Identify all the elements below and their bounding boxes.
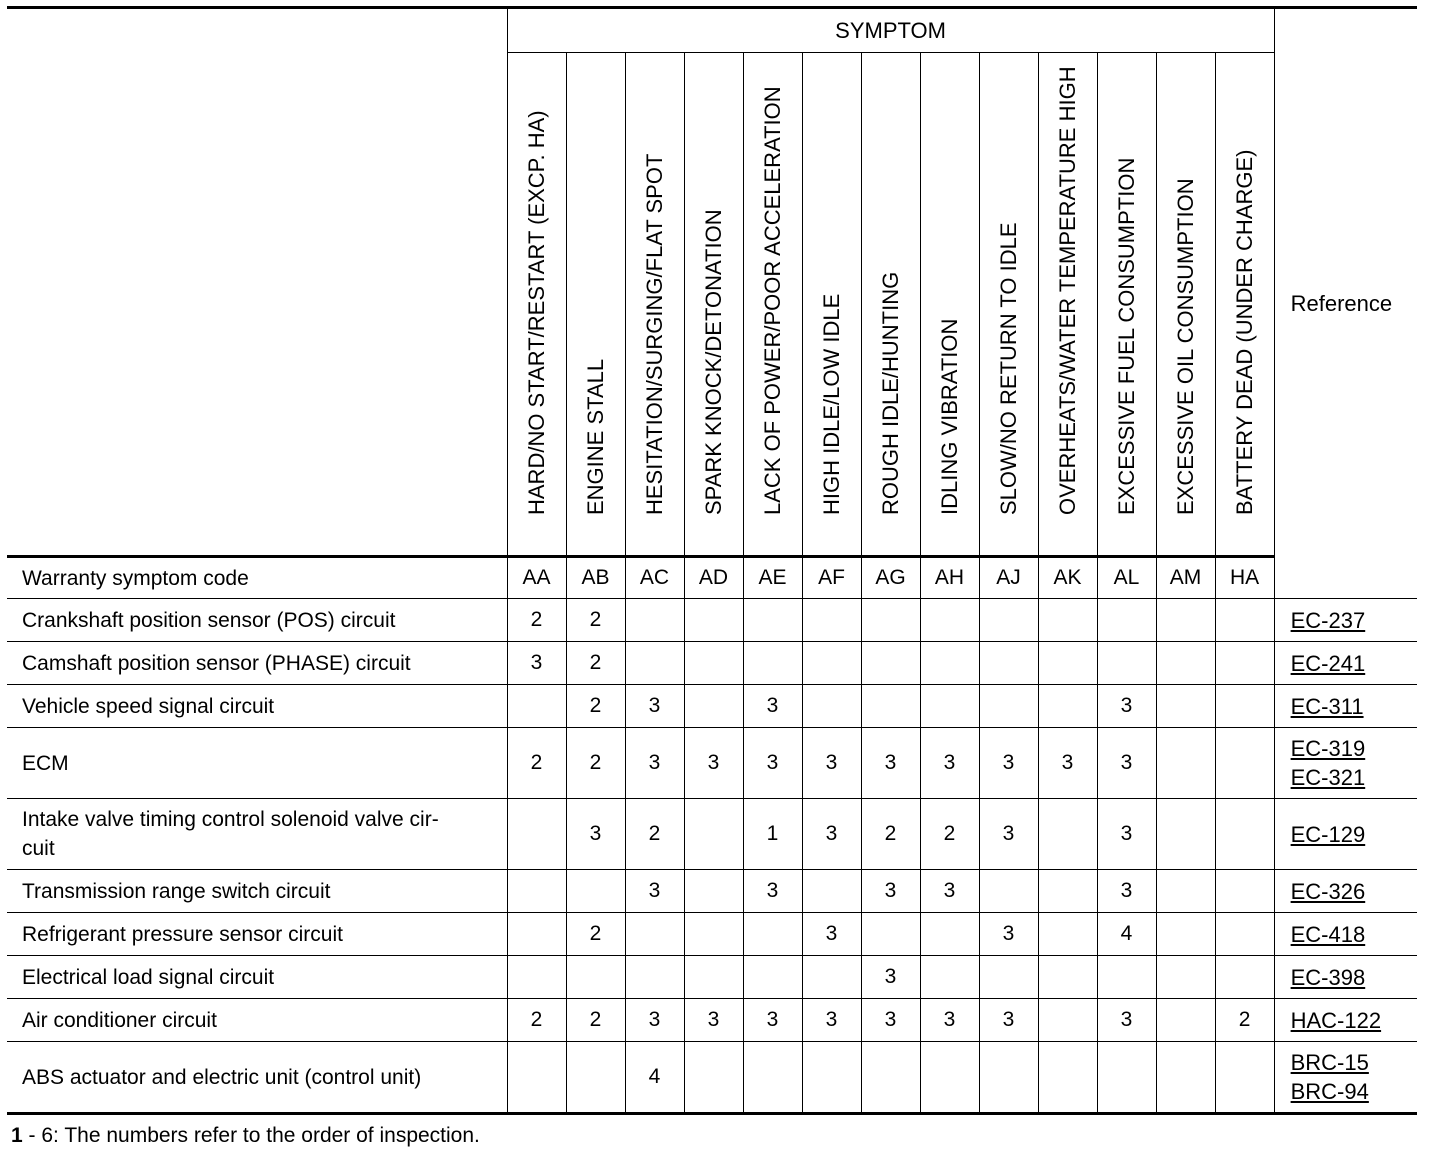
- footnote-bold: 1: [11, 1124, 23, 1147]
- component-label-line: Electrical load signal circuit: [22, 965, 275, 989]
- reference-link[interactable]: HAC-122: [1290, 1007, 1382, 1033]
- component-label-line: cuit: [22, 837, 55, 860]
- inspection-order-cell: [802, 870, 861, 913]
- reference-link[interactable]: BRC-94: [1290, 1079, 1369, 1104]
- inspection-order-cell: [1156, 642, 1215, 685]
- inspection-order-cell: [684, 870, 743, 913]
- table-row: [7, 599, 1417, 642]
- inspection-order-cell: 2: [920, 799, 979, 870]
- symptom-column-header: [1038, 53, 1097, 557]
- component-label: [7, 1042, 507, 1114]
- component-label: [7, 728, 507, 799]
- inspection-order-cell: 2: [566, 913, 625, 956]
- inspection-order-cell: [743, 1042, 802, 1114]
- inspection-order-cell: [1156, 870, 1215, 913]
- symptom-column-header: [566, 53, 625, 557]
- inspection-order-cell: [743, 913, 802, 956]
- component-label-line: Transmission range switch circuit: [22, 879, 331, 903]
- table-row: [7, 799, 1417, 870]
- inspection-order-cell: [1097, 599, 1156, 642]
- inspection-order-cell: [979, 870, 1038, 913]
- reference-cell: [1274, 913, 1417, 956]
- inspection-order-cell: [1038, 870, 1097, 913]
- symptom-column-header: [684, 53, 743, 557]
- inspection-order-cell: 2: [507, 999, 566, 1042]
- reference-link[interactable]: EC-418: [1290, 921, 1366, 947]
- symptom-column-label: HARD/NO START/RESTART (EXCP. HA): [523, 110, 549, 515]
- inspection-order-cell: [979, 642, 1038, 685]
- table-row: [7, 728, 1417, 799]
- inspection-order-cell: 2: [566, 728, 625, 799]
- inspection-order-cell: 2: [1215, 999, 1274, 1042]
- component-label: [7, 956, 507, 999]
- inspection-order-cell: [684, 956, 743, 999]
- inspection-order-cell: 3: [979, 913, 1038, 956]
- symptom-column-header: [979, 53, 1038, 557]
- inspection-order-cell: [743, 956, 802, 999]
- inspection-order-cell: [684, 913, 743, 956]
- symptom-column-header: [507, 53, 566, 557]
- inspection-order-cell: [684, 642, 743, 685]
- table-row: [7, 999, 1417, 1042]
- inspection-order-cell: [1215, 870, 1274, 913]
- inspection-order-cell: 3: [802, 728, 861, 799]
- footnote: [11, 1124, 480, 1148]
- symptom-table: [7, 6, 1417, 1115]
- inspection-order-cell: [1156, 685, 1215, 728]
- component-label-line: Air conditioner circuit: [22, 1008, 217, 1032]
- inspection-order-cell: [861, 913, 920, 956]
- component-label: [7, 799, 507, 870]
- inspection-order-cell: [507, 870, 566, 913]
- inspection-order-cell: [861, 642, 920, 685]
- inspection-order-cell: 3: [1097, 799, 1156, 870]
- inspection-order-cell: [1215, 685, 1274, 728]
- symptom-column-header: [861, 53, 920, 557]
- symptom-column-label: IDLING VIBRATION: [936, 318, 962, 515]
- inspection-order-cell: [1097, 642, 1156, 685]
- symptom-column-label: SLOW/NO RETURN TO IDLE: [995, 222, 1021, 515]
- component-label: [7, 870, 507, 913]
- inspection-order-cell: 3: [625, 870, 684, 913]
- inspection-order-cell: 3: [507, 642, 566, 685]
- warranty-code: AJ: [979, 557, 1038, 599]
- component-label: [7, 685, 507, 728]
- inspection-order-cell: [684, 599, 743, 642]
- symptom-column-label: BATTERY DEAD (UNDER CHARGE): [1231, 149, 1257, 515]
- inspection-order-cell: 3: [979, 728, 1038, 799]
- reference-cell: [1274, 799, 1417, 870]
- inspection-order-cell: [920, 599, 979, 642]
- inspection-order-cell: 3: [979, 999, 1038, 1042]
- inspection-order-cell: [802, 599, 861, 642]
- inspection-order-cell: [625, 913, 684, 956]
- inspection-order-cell: 3: [861, 870, 920, 913]
- inspection-order-cell: [625, 956, 684, 999]
- table-row: [7, 685, 1417, 728]
- inspection-order-cell: [802, 1042, 861, 1114]
- inspection-order-cell: 3: [861, 956, 920, 999]
- symptom-column-label: SPARK KNOCK/DETONATION: [700, 209, 726, 515]
- inspection-order-cell: [920, 685, 979, 728]
- inspection-order-cell: [1156, 599, 1215, 642]
- inspection-order-cell: 3: [1097, 685, 1156, 728]
- inspection-order-cell: [1215, 799, 1274, 870]
- symptom-column-label: LACK OF POWER/POOR ACCELERATION: [759, 86, 785, 515]
- component-label-line: ECM: [22, 751, 69, 775]
- table-row: [7, 956, 1417, 999]
- component-label: [7, 913, 507, 956]
- inspection-order-cell: [1038, 799, 1097, 870]
- inspection-order-cell: [1156, 913, 1215, 956]
- inspection-order-cell: 2: [507, 599, 566, 642]
- inspection-order-cell: [1156, 1042, 1215, 1114]
- inspection-order-cell: 2: [566, 599, 625, 642]
- inspection-order-cell: [1156, 799, 1215, 870]
- symptom-column-label: ENGINE STALL: [582, 358, 608, 515]
- inspection-order-cell: [920, 642, 979, 685]
- inspection-order-cell: 3: [979, 799, 1038, 870]
- reference-header: Reference: [1274, 8, 1417, 599]
- inspection-order-cell: 2: [625, 799, 684, 870]
- symptom-column-label: ROUGH IDLE/HUNTING: [877, 271, 903, 515]
- inspection-order-cell: [566, 1042, 625, 1114]
- component-label-line: Vehicle speed signal circuit: [22, 694, 275, 718]
- warranty-code: AK: [1038, 557, 1097, 599]
- table-row: [7, 1042, 1417, 1114]
- inspection-order-cell: [1038, 913, 1097, 956]
- inspection-order-cell: 3: [861, 999, 920, 1042]
- component-label: [7, 999, 507, 1042]
- inspection-order-cell: 3: [1038, 728, 1097, 799]
- footnote-text: - 6: The numbers refer to the order of inspection.: [22, 1124, 480, 1147]
- inspection-order-cell: [802, 685, 861, 728]
- inspection-order-cell: 3: [743, 685, 802, 728]
- symptom-column-label: OVERHEATS/WATER TEMPERATURE HIGH: [1054, 66, 1080, 515]
- symptom-column-header: [1097, 53, 1156, 557]
- symptom-header: SYMPTOM: [507, 8, 1274, 53]
- inspection-order-cell: [1038, 685, 1097, 728]
- inspection-order-cell: 3: [802, 913, 861, 956]
- table-row: [7, 913, 1417, 956]
- inspection-order-cell: [507, 1042, 566, 1114]
- reference-link[interactable]: EC-319: [1290, 736, 1366, 761]
- warranty-code: AG: [861, 557, 920, 599]
- inspection-order-cell: [566, 956, 625, 999]
- warranty-code: AD: [684, 557, 743, 599]
- inspection-order-cell: 3: [684, 728, 743, 799]
- inspection-order-cell: 3: [743, 728, 802, 799]
- warranty-code: HA: [1215, 557, 1274, 599]
- warranty-code: AH: [920, 557, 979, 599]
- inspection-order-cell: 3: [920, 728, 979, 799]
- warranty-code: AM: [1156, 557, 1215, 599]
- inspection-order-cell: 2: [566, 999, 625, 1042]
- inspection-order-cell: [1097, 956, 1156, 999]
- symptom-column-header: [1215, 53, 1274, 557]
- component-label-line: Intake valve timing control solenoid valve cir-: [22, 808, 439, 831]
- inspection-order-cell: [507, 913, 566, 956]
- reference-cell: [1274, 728, 1417, 799]
- inspection-order-cell: [507, 956, 566, 999]
- inspection-order-cell: [1215, 599, 1274, 642]
- inspection-order-cell: [1215, 642, 1274, 685]
- table-row: [7, 642, 1417, 685]
- inspection-order-cell: [507, 799, 566, 870]
- inspection-order-cell: 2: [861, 799, 920, 870]
- inspection-order-cell: [979, 1042, 1038, 1114]
- warranty-code-label: Warranty symptom code: [7, 557, 507, 599]
- inspection-order-cell: 3: [743, 999, 802, 1042]
- inspection-order-cell: [920, 1042, 979, 1114]
- component-label: [7, 599, 507, 642]
- symptom-column-label: HIGH IDLE/LOW IDLE: [818, 293, 844, 515]
- reference-cell: [1274, 642, 1417, 685]
- component-label-line: ABS actuator and electric unit (control unit): [22, 1065, 422, 1089]
- inspection-order-cell: [1038, 999, 1097, 1042]
- inspection-order-cell: [1215, 728, 1274, 799]
- reference-cell: [1274, 956, 1417, 999]
- inspection-order-cell: 3: [625, 999, 684, 1042]
- reference-link[interactable]: EC-237: [1290, 607, 1366, 633]
- inspection-order-cell: [802, 642, 861, 685]
- inspection-order-cell: [684, 685, 743, 728]
- symptom-column-label: EXCESSIVE FUEL CONSUMPTION: [1113, 157, 1139, 515]
- reference-cell: [1274, 870, 1417, 913]
- reference-link[interactable]: EC-241: [1290, 650, 1366, 676]
- inspection-order-cell: [1156, 956, 1215, 999]
- symptom-column-header: [625, 53, 684, 557]
- warranty-code: AB: [566, 557, 625, 599]
- inspection-order-cell: 3: [625, 728, 684, 799]
- reference-cell: [1274, 685, 1417, 728]
- component-label-line: Refrigerant pressure sensor circuit: [22, 922, 343, 946]
- inspection-order-cell: 4: [625, 1042, 684, 1114]
- inspection-order-cell: [684, 1042, 743, 1114]
- reference-cell: [1274, 1042, 1417, 1114]
- table-row: [7, 870, 1417, 913]
- inspection-order-cell: [684, 799, 743, 870]
- inspection-order-cell: [1097, 1042, 1156, 1114]
- inspection-order-cell: [861, 599, 920, 642]
- symptom-column-header: [802, 53, 861, 557]
- component-label: [7, 642, 507, 685]
- inspection-order-cell: 3: [802, 999, 861, 1042]
- inspection-order-cell: [861, 685, 920, 728]
- inspection-order-cell: [507, 685, 566, 728]
- inspection-order-cell: 3: [1097, 999, 1156, 1042]
- corner-blank: [7, 8, 507, 557]
- inspection-order-cell: [1215, 913, 1274, 956]
- symptom-column-header: [1156, 53, 1215, 557]
- warranty-code: AF: [802, 557, 861, 599]
- inspection-order-cell: [743, 642, 802, 685]
- inspection-order-cell: [1215, 956, 1274, 999]
- symptom-column-label: EXCESSIVE OIL CONSUMPTION: [1172, 178, 1198, 515]
- inspection-order-cell: [743, 599, 802, 642]
- symptom-column-label: HESITATION/SURGING/FLAT SPOT: [641, 153, 667, 515]
- reference-link[interactable]: BRC-15: [1290, 1050, 1369, 1075]
- inspection-order-cell: 2: [566, 642, 625, 685]
- inspection-order-cell: 3: [743, 870, 802, 913]
- inspection-order-cell: [625, 599, 684, 642]
- component-label-line: Crankshaft position sensor (POS) circuit: [22, 608, 396, 632]
- inspection-order-cell: [920, 913, 979, 956]
- reference-link[interactable]: EC-129: [1290, 821, 1366, 847]
- inspection-order-cell: [979, 956, 1038, 999]
- inspection-order-cell: [1038, 956, 1097, 999]
- inspection-order-cell: 2: [566, 685, 625, 728]
- inspection-order-cell: [625, 642, 684, 685]
- warranty-code: AA: [507, 557, 566, 599]
- inspection-order-cell: [566, 870, 625, 913]
- inspection-order-cell: [802, 956, 861, 999]
- inspection-order-cell: [979, 599, 1038, 642]
- inspection-order-cell: [920, 956, 979, 999]
- inspection-order-cell: [1038, 642, 1097, 685]
- reference-cell: [1274, 599, 1417, 642]
- inspection-order-cell: [1038, 1042, 1097, 1114]
- reference-link[interactable]: EC-398: [1290, 964, 1366, 990]
- reference-link[interactable]: EC-321: [1290, 765, 1366, 790]
- component-label-line: Camshaft position sensor (PHASE) circuit: [22, 651, 411, 675]
- reference-link[interactable]: EC-326: [1290, 878, 1366, 904]
- inspection-order-cell: [1156, 728, 1215, 799]
- inspection-order-cell: 3: [684, 999, 743, 1042]
- inspection-order-cell: [1156, 999, 1215, 1042]
- inspection-order-cell: 3: [802, 799, 861, 870]
- symptom-column-header: [743, 53, 802, 557]
- inspection-order-cell: [861, 1042, 920, 1114]
- inspection-order-cell: 3: [1097, 728, 1156, 799]
- inspection-order-cell: 3: [1097, 870, 1156, 913]
- inspection-order-cell: 3: [625, 685, 684, 728]
- inspection-order-cell: 3: [920, 999, 979, 1042]
- warranty-code: AE: [743, 557, 802, 599]
- inspection-order-cell: 4: [1097, 913, 1156, 956]
- reference-link[interactable]: EC-311: [1290, 693, 1364, 719]
- symptom-column-header: [920, 53, 979, 557]
- inspection-order-cell: 3: [566, 799, 625, 870]
- inspection-order-cell: 2: [507, 728, 566, 799]
- inspection-order-cell: 1: [743, 799, 802, 870]
- inspection-order-cell: 3: [920, 870, 979, 913]
- warranty-code: AL: [1097, 557, 1156, 599]
- warranty-code: AC: [625, 557, 684, 599]
- inspection-order-cell: [1215, 1042, 1274, 1114]
- inspection-order-cell: [979, 685, 1038, 728]
- reference-cell: [1274, 999, 1417, 1042]
- inspection-order-cell: [1038, 599, 1097, 642]
- inspection-order-cell: 3: [861, 728, 920, 799]
